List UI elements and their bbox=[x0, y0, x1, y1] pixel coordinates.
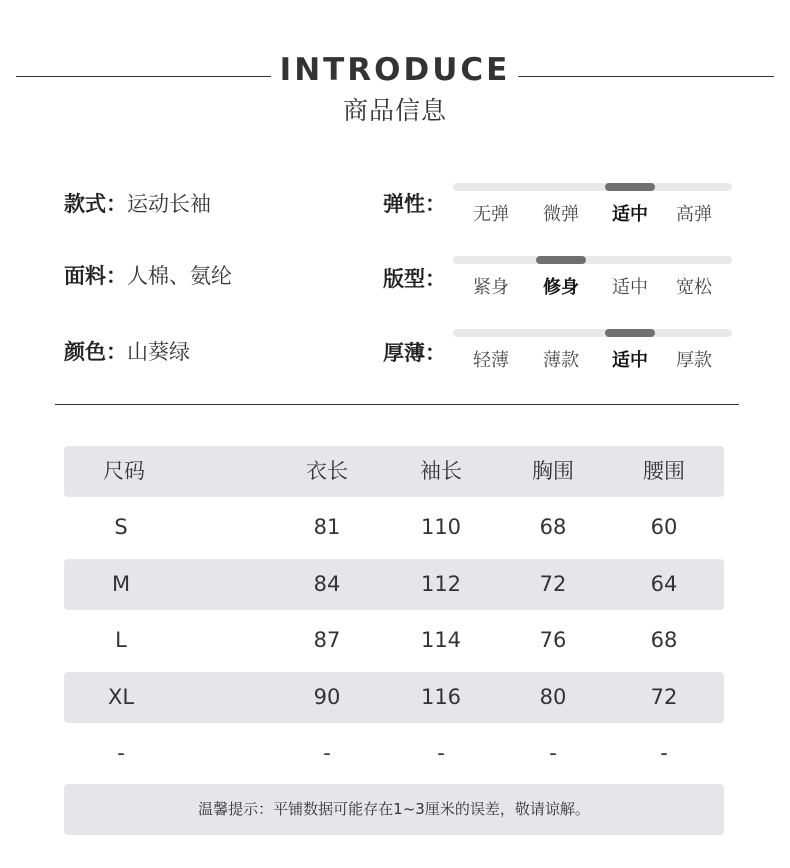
header-cell-length: 衣长 bbox=[306, 459, 348, 483]
table-row bbox=[64, 559, 724, 610]
table-cell: - bbox=[660, 741, 668, 765]
scale-marker bbox=[605, 183, 655, 191]
table-row bbox=[64, 502, 724, 553]
attr-thickness-label: 厚薄： bbox=[383, 341, 446, 365]
table-cell: 72 bbox=[650, 685, 678, 709]
scale-option: 高弹 bbox=[676, 204, 712, 225]
table-cell: L bbox=[115, 628, 127, 652]
scale-option: 适中 bbox=[612, 204, 648, 225]
scale-option: 薄款 bbox=[543, 350, 579, 371]
info-fabric-label: 面料： bbox=[64, 264, 127, 288]
table-cell: 72 bbox=[539, 572, 567, 596]
table-cell: 81 bbox=[313, 515, 341, 539]
header-cell-sleeve: 袖长 bbox=[420, 459, 462, 483]
attr-elasticity-label: 弹性： bbox=[383, 192, 446, 216]
attr-fit-label: 版型： bbox=[383, 267, 446, 291]
table-cell: 64 bbox=[650, 572, 678, 596]
table-row bbox=[64, 728, 724, 779]
table-cell: 112 bbox=[420, 572, 462, 596]
table-cell: 80 bbox=[539, 685, 567, 709]
scale-option: 宽松 bbox=[676, 277, 712, 298]
table-cell: S bbox=[114, 515, 128, 539]
scale-option: 适中 bbox=[612, 277, 648, 298]
table-cell: 76 bbox=[539, 628, 567, 652]
header-cell-size: 尺码 bbox=[103, 459, 145, 483]
size-table-header bbox=[64, 446, 724, 497]
measurement-note: 温馨提示：平铺数据可能存在1~3厘米的误差，敬请谅解。 bbox=[64, 784, 724, 835]
page-title-zh: 商品信息 bbox=[342, 96, 447, 125]
table-cell: 116 bbox=[420, 685, 462, 709]
table-cell: 68 bbox=[650, 628, 678, 652]
table-row bbox=[64, 672, 724, 723]
scale-option: 适中 bbox=[612, 350, 648, 371]
table-cell: 84 bbox=[313, 572, 341, 596]
info-color bbox=[64, 336, 190, 366]
table-cell: 60 bbox=[650, 515, 678, 539]
table-row bbox=[64, 615, 724, 666]
table-cell: - bbox=[323, 741, 331, 765]
scale-option: 紧身 bbox=[473, 277, 509, 298]
table-cell: 110 bbox=[420, 515, 462, 539]
page-title-en: INTRODUCE bbox=[279, 52, 511, 88]
info-style-value: 运动长袖 bbox=[127, 192, 211, 216]
scale-option: 微弹 bbox=[543, 204, 579, 225]
scale-option: 无弹 bbox=[473, 204, 509, 225]
scale-track bbox=[453, 329, 732, 337]
scale-track bbox=[453, 183, 732, 191]
scale-track bbox=[453, 256, 732, 264]
section-divider bbox=[55, 404, 739, 405]
info-style bbox=[64, 188, 211, 218]
scale-marker bbox=[536, 256, 586, 264]
table-cell: 90 bbox=[313, 685, 341, 709]
scale-option: 厚款 bbox=[676, 350, 712, 371]
table-cell: 114 bbox=[420, 628, 462, 652]
table-cell: - bbox=[549, 741, 557, 765]
scale-option: 修身 bbox=[543, 277, 579, 298]
info-fabric bbox=[64, 260, 232, 290]
scale-option: 轻薄 bbox=[473, 350, 509, 371]
info-style-label: 款式： bbox=[64, 192, 127, 216]
info-fabric-value: 人棉、氨纶 bbox=[127, 264, 232, 288]
info-color-label: 颜色： bbox=[64, 340, 127, 364]
table-cell: 87 bbox=[313, 628, 341, 652]
info-color-value: 山葵绿 bbox=[127, 340, 190, 364]
scale-marker bbox=[605, 329, 655, 337]
header-cell-chest: 胸围 bbox=[532, 459, 574, 483]
table-cell: XL bbox=[107, 685, 135, 709]
header-cell-waist: 腰围 bbox=[643, 459, 685, 483]
table-cell: 68 bbox=[539, 515, 567, 539]
table-cell: M bbox=[111, 572, 131, 596]
table-cell: - bbox=[117, 741, 125, 765]
table-cell: - bbox=[437, 741, 445, 765]
